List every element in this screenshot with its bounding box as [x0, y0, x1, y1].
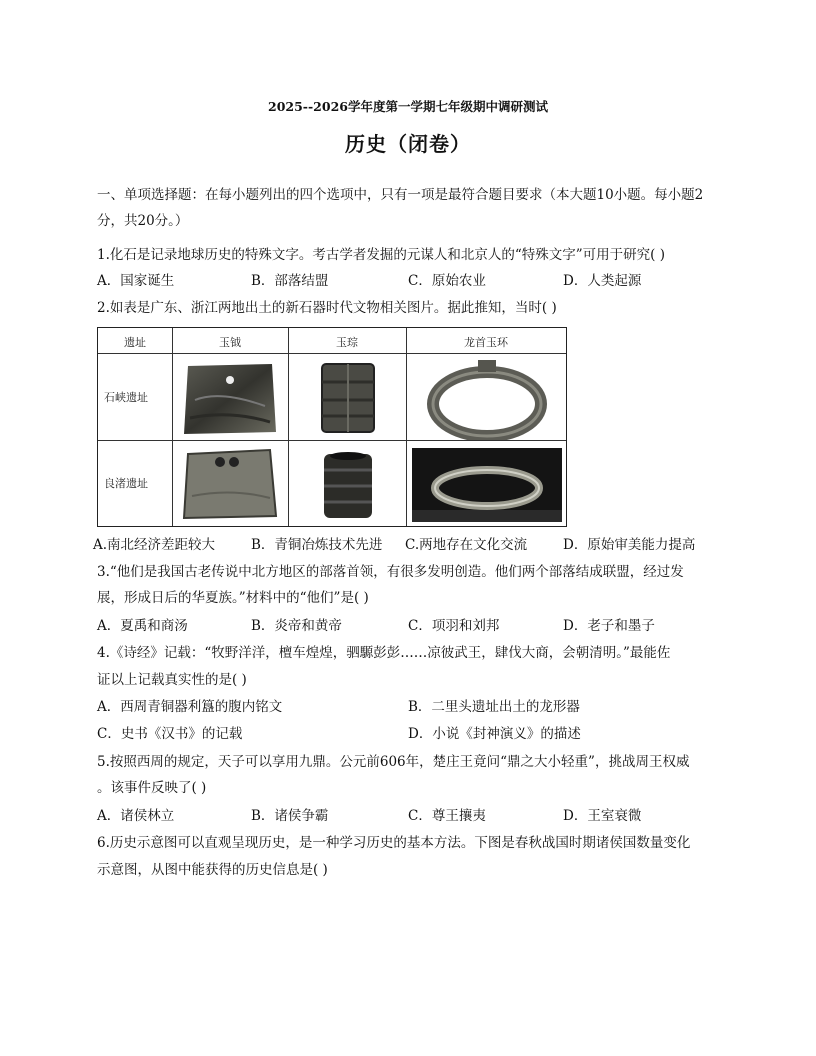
- q5-stem-line2: 。该事件反映了( ): [97, 780, 207, 796]
- q5-stem-line1: 5.按照西周的规定，天子可以享用九鼎。公元前606年，楚庄王竟问“鼎之大小轻重”，挑战周王权威: [97, 754, 690, 770]
- q2-option-b: B．青铜冶炼技术先进: [251, 537, 383, 553]
- relics-table: [97, 327, 567, 527]
- jade-cong-image: [310, 446, 386, 524]
- section-instruction-line2: 分，共20分。）: [97, 213, 189, 229]
- exam-title: 2025--2026学年度第一学期七年级期中调研测试: [268, 99, 548, 114]
- q3-option-c: C．项羽和刘邦: [408, 618, 500, 634]
- table-row-header: 石峡遗址: [104, 391, 148, 404]
- dragon-jade-ring-image: [416, 356, 558, 440]
- q6-stem-line2: 示意图，从图中能获得的历史信息是( ): [97, 862, 328, 878]
- table-column-header: 玉钺: [219, 336, 241, 349]
- q1-option-b: B．部落结盟: [251, 273, 329, 289]
- q1-option-c: C．原始农业: [408, 273, 486, 289]
- jade-axe-image: [180, 360, 280, 436]
- dragon-jade-ring-image: [412, 448, 562, 522]
- q2-option-c: C.两地存在文化交流: [405, 537, 528, 553]
- q2-option-d: D．原始审美能力提高: [563, 537, 696, 553]
- q1-option-a: A．国家诞生: [97, 273, 175, 289]
- jade-cong-image: [308, 358, 388, 438]
- table-row-header: 良渚遗址: [104, 477, 148, 490]
- q2-stem: 2.如表是广东、浙江两地出土的新石器时代文物相关图片。据此推知，当时( ): [97, 300, 557, 316]
- q3-stem-line1: 3.“他们是我国古老传说中北方地区的部落首领，有很多发明创造。他们两个部落结成联盟，经过发: [97, 564, 684, 580]
- q3-option-b: B．炎帝和黄帝: [251, 618, 342, 634]
- q4-option-a: A．西周青铜器利簋的腹内铭文: [97, 699, 283, 715]
- q4-option-b: B．二里头遗址出土的龙形器: [408, 699, 580, 715]
- jade-axe-image: [182, 446, 278, 522]
- q5-option-b: B．诸侯争霸: [251, 808, 329, 824]
- q3-stem-line2: 展，形成日后的华夏族。”材料中的“他们”是( ): [97, 590, 369, 606]
- q1-stem: 1.化石是记录地球历史的特殊文字。考古学者发掘的元谋人和北京人的“特殊文字”可用于研究( ): [97, 247, 666, 263]
- section-instruction-line1: 一、单项选择题：在每小题列出的四个选项中，只有一项是最符合题目要求（本大题10小题。每小题2: [97, 187, 704, 203]
- q5-option-d: D．王室衰微: [563, 808, 642, 824]
- q4-option-c: C．史书《汉书》的记载: [97, 726, 243, 742]
- q1-option-d: D．人类起源: [563, 273, 642, 289]
- table-corner-header: 遗址: [124, 336, 146, 349]
- q2-option-a: A.南北经济差距较大: [93, 537, 216, 553]
- subject-title: 历史（闭卷）: [345, 132, 471, 156]
- q4-stem-line1: 4.《诗经》记载：“牧野洋洋，檀车煌煌，驷騵彭彭……凉彼武王，肆伐大商，会朝清明。”最能佐: [97, 645, 671, 661]
- q3-option-a: A．夏禹和商汤: [97, 618, 188, 634]
- table-column-header: 龙首玉环: [464, 336, 508, 349]
- q6-stem-line1: 6.历史示意图可以直观呈现历史，是一种学习历史的基本方法。下图是春秋战国时期诸侯国数量变化: [97, 835, 691, 851]
- q4-stem-line2: 证以上记载真实性的是( ): [97, 672, 247, 688]
- q4-option-d: D．小说《封神演义》的描述: [408, 726, 581, 742]
- q3-option-d: D．老子和墨子: [563, 618, 655, 634]
- table-column-header: 玉琮: [336, 336, 358, 349]
- q5-option-a: A．诸侯林立: [97, 808, 175, 824]
- q5-option-c: C．尊王攘夷: [408, 808, 486, 824]
